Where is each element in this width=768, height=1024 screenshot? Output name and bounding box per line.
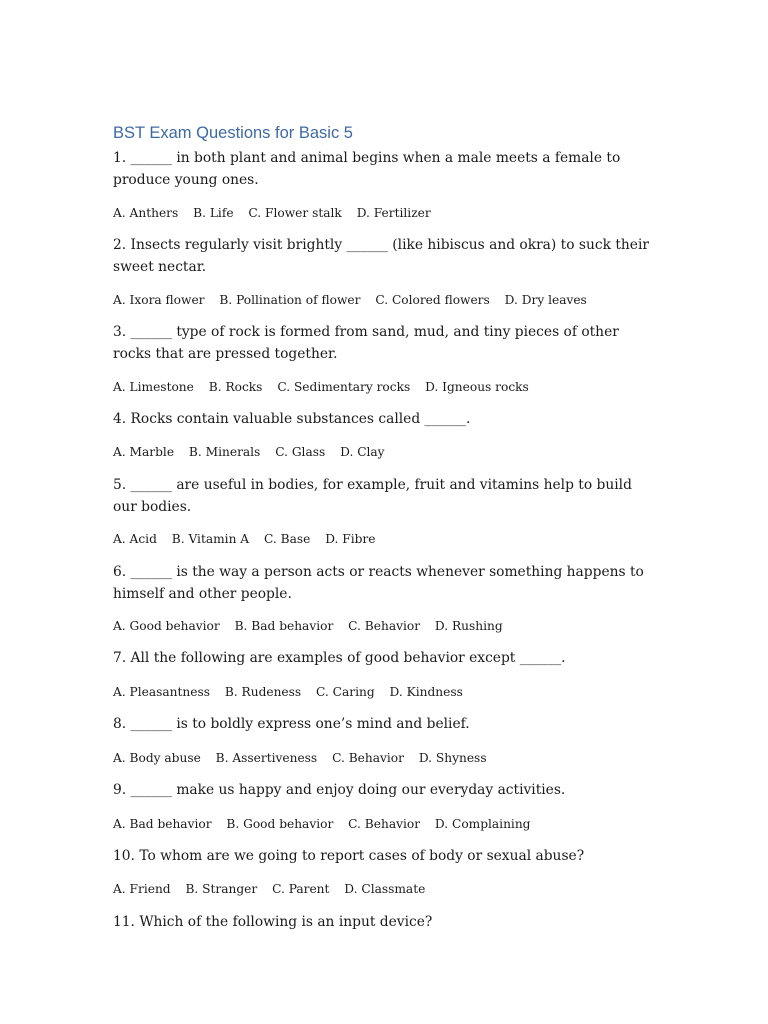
question-7-text: 7. All the following are examples of good behavior except ______. xyxy=(113,650,566,666)
question-2-text: 2. Insects regularly visit brightly ______ (like hibiscus and okra) to suck their sweet nectar. xyxy=(113,237,649,275)
option-b: B. Assertiveness xyxy=(215,751,318,765)
option-b: B. Life xyxy=(193,206,234,220)
option-c: C. Caring xyxy=(316,685,375,699)
option-d: D. Rushing xyxy=(434,619,503,633)
question-10-text: 10. To whom are we going to report cases of body or sexual abuse? xyxy=(113,848,585,864)
question-9-text: 9. ______ make us happy and enjoy doing our everyday activities. xyxy=(113,782,566,798)
question-11-text: 11. Which of the following is an input device? xyxy=(113,914,433,930)
question-6-options xyxy=(113,618,673,634)
option-d: D. Fibre xyxy=(325,532,376,546)
option-a: A. Ixora flower xyxy=(113,293,205,307)
option-d: D. Shyness xyxy=(418,751,487,765)
question-4-text: 4. Rocks contain valuable substances called ______. xyxy=(113,411,471,427)
option-b: B. Rocks xyxy=(208,380,263,394)
option-d: D. Clay xyxy=(340,445,385,459)
option-b: B. Vitamin A xyxy=(171,532,250,546)
option-a: A. Friend xyxy=(113,882,171,896)
option-d: D. Classmate xyxy=(344,882,426,896)
document-title: BST Exam Questions for Basic 5 xyxy=(113,124,353,142)
option-a: A. Limestone xyxy=(113,380,194,394)
question-4-options xyxy=(113,444,673,460)
option-c: C. Sedimentary rocks xyxy=(277,380,411,394)
option-a: A. Marble xyxy=(113,445,175,459)
option-d: D. Kindness xyxy=(389,685,463,699)
option-c: C. Flower stalk xyxy=(248,206,342,220)
question-1-text: 1. ______ in both plant and animal begins when a male meets a female to produce young ones. xyxy=(113,150,621,188)
question-8-options xyxy=(113,750,673,766)
option-a: A. Good behavior xyxy=(113,619,220,633)
option-c: C. Behavior xyxy=(348,619,421,633)
option-a: A. Bad behavior xyxy=(113,817,212,831)
option-a: A. Pleasantness xyxy=(113,685,210,699)
option-a: A. Anthers xyxy=(113,206,179,220)
option-c: C. Base xyxy=(263,532,311,546)
option-c: C. Behavior xyxy=(332,751,404,765)
question-1-options xyxy=(113,205,673,221)
option-c: C. Colored flowers xyxy=(375,293,490,307)
option-b: B. Pollination of flower xyxy=(219,293,361,307)
option-c: C. Glass xyxy=(275,445,326,459)
question-10-options xyxy=(113,881,673,897)
option-c: C. Parent xyxy=(272,882,330,896)
option-a: A. Acid xyxy=(113,532,157,546)
option-b: B. Rudeness xyxy=(224,685,302,699)
question-5-text: 5. ______ are useful in bodies, for example, fruit and vitamins help to build our bodies. xyxy=(113,477,632,515)
option-b: B. Stranger xyxy=(185,882,258,896)
option-d: D. Fertilizer xyxy=(356,206,431,220)
question-6-text: 6. ______ is the way a person acts or reacts whenever something happens to himself and other people. xyxy=(113,564,644,602)
option-d: D. Igneous rocks xyxy=(425,380,529,394)
option-c: C. Behavior xyxy=(348,817,421,831)
question-3-text: 3. ______ type of rock is formed from sand, mud, and tiny pieces of other rocks that are pressed together. xyxy=(113,324,619,362)
question-7-options xyxy=(113,684,673,700)
option-b: B. Minerals xyxy=(188,445,261,459)
question-3-options xyxy=(113,379,673,395)
option-b: B. Bad behavior xyxy=(234,619,334,633)
question-8-text: 8. ______ is to boldly express one’s mind and belief. xyxy=(113,716,470,732)
option-d: D. Dry leaves xyxy=(504,293,587,307)
question-2-options xyxy=(113,292,673,308)
question-5-options xyxy=(113,531,673,547)
question-9-options xyxy=(113,816,673,832)
option-a: A. Body abuse xyxy=(113,751,201,765)
option-b: B. Good behavior xyxy=(226,817,334,831)
option-d: D. Complaining xyxy=(434,817,531,831)
